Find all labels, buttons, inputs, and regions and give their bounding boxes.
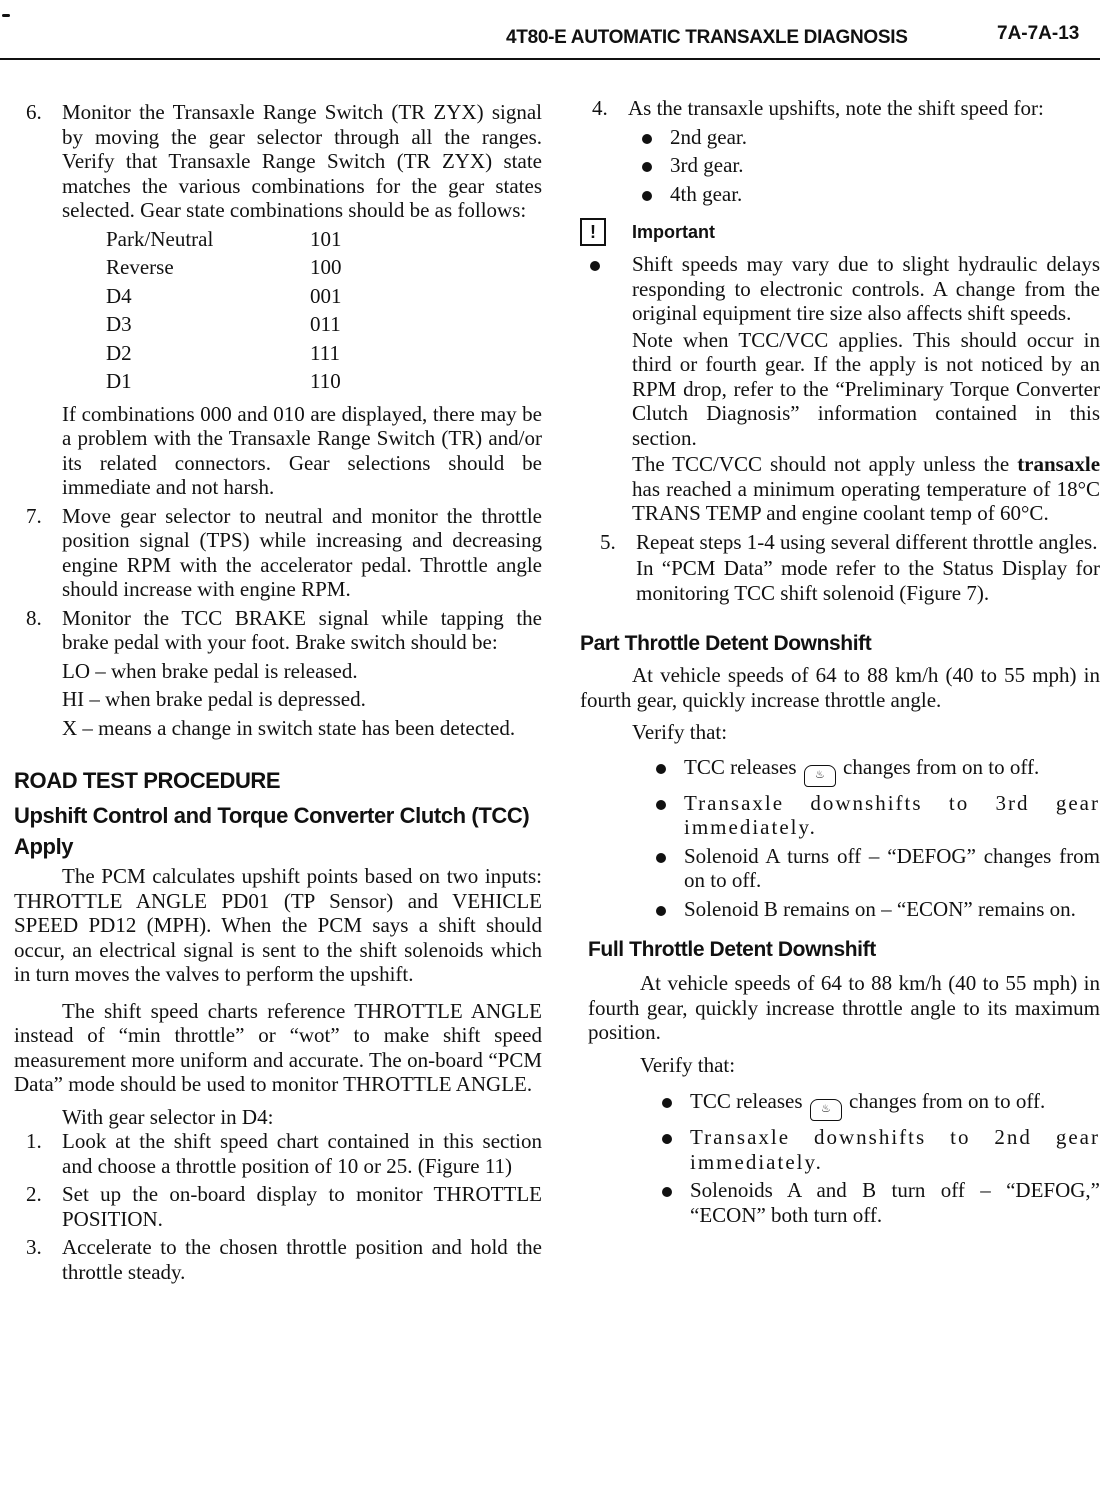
table-row	[106, 369, 342, 398]
step-number: 4.	[592, 96, 608, 120]
step-text: Move gear selector to neutral and monitor the throttle position signal (TPS) while increasing and decreasing engine RPM with the accelerator pedal. Throttle angle should increase with engine RPM.	[62, 503, 542, 601]
table-row	[106, 227, 342, 256]
step-number: 1.	[26, 1129, 42, 1153]
full-throttle-heading: Full Throttle Detent Downshift	[588, 938, 876, 961]
list-item	[642, 844, 1100, 893]
gear-state-table	[106, 227, 342, 398]
part-throttle-list	[580, 755, 1100, 922]
page-number: 7A-7A-13	[997, 23, 1080, 44]
list-item	[648, 1125, 1100, 1174]
list-item	[628, 125, 1100, 150]
step-8	[14, 606, 542, 741]
note-text: has reached a minimum operating temperature of 18°C TRANS TEMP and engine coolant temp of 60°C.	[632, 476, 1100, 525]
list-text: 3rd gear.	[670, 153, 744, 177]
step-number: 3.	[26, 1235, 42, 1259]
step-number: 8.	[26, 605, 42, 630]
step-number: 6.	[26, 100, 42, 124]
important-note-2	[632, 452, 1100, 526]
list-text: 4th gear.	[670, 181, 743, 206]
step-text: Monitor the TCC BRAKE signal while tapping the brake pedal with your foot. Brake switch should be:	[62, 605, 542, 654]
gear-code: 111	[310, 340, 340, 365]
step-6	[14, 100, 542, 500]
list-item	[628, 153, 1100, 178]
bullet-icon	[656, 906, 666, 916]
bullet-icon	[642, 134, 652, 144]
defog-icon: ♨	[810, 1099, 842, 1121]
brake-x: X – means a change in switch state has been detected.	[62, 715, 516, 740]
important-text: Shift speeds may vary due to slight hydraulic delays responding to electronic controls. A change from the original equipment tire size also affects shift speeds.	[632, 252, 1100, 325]
list-item	[648, 1178, 1100, 1227]
list-item	[580, 252, 1100, 526]
note-bold-text: transaxle	[1017, 452, 1101, 476]
table-row	[106, 341, 342, 370]
gear-code: 001	[310, 283, 342, 308]
list-text: Solenoid A turns off – “DEFOG” changes from on to off.	[684, 843, 1100, 892]
step-5	[580, 530, 1100, 606]
step-number: 2.	[26, 1182, 42, 1206]
page-header	[0, 18, 1100, 60]
gear-name: D3	[106, 312, 132, 336]
important-note-1: Note when TCC/VCC applies. This should occur in third or fourth gear. If the apply is not noticed by an RPM drop, refer to the “Preliminary Torque Converter Clutch Diagnosis” information contained in this section.	[632, 327, 1100, 450]
list-item	[642, 897, 1100, 922]
part-throttle-heading: Part Throttle Detent Downshift	[580, 632, 872, 655]
list-text: Solenoids A and B turn off – “DEFOG,” “ECON” both turn off.	[690, 1178, 1100, 1227]
step-note: In “PCM Data” mode refer to the Status Display for monitoring TCC shift solenoid (Figure 7).	[636, 556, 1100, 605]
note-text: The TCC/VCC should not apply unless the	[632, 452, 1010, 476]
scan-mark	[2, 14, 10, 17]
gear-name: D4	[106, 283, 132, 308]
header-title: 4T80-E AUTOMATIC TRANSAXLE DIAGNOSIS	[506, 27, 908, 48]
bullet-icon	[656, 764, 666, 774]
gear-code: 011	[310, 312, 341, 336]
left-column	[14, 100, 542, 1288]
gear-code: 101	[310, 226, 342, 251]
bullet-icon	[642, 162, 652, 172]
step-4	[580, 96, 1100, 206]
upshift-paragraph-2: The shift speed charts reference THROTTLE ANGLE instead of “min throttle” or “wot” to make shift speed measurement more uniform and accurate. The on-board “PCM Data” mode should be used to monitor THROTTLE ANGLE.	[14, 998, 542, 1096]
bullet-icon	[590, 261, 600, 271]
gear-name: Park/Neutral	[106, 226, 214, 251]
bullet-icon	[662, 1098, 672, 1108]
gear-name: D2	[106, 340, 132, 365]
list-item	[628, 182, 1100, 207]
road-step-2	[14, 1182, 542, 1231]
part-verify: Verify that:	[632, 720, 728, 744]
bullet-icon	[656, 853, 666, 863]
list-text: 2nd gear.	[670, 124, 747, 149]
list-text: changes from on to off.	[849, 1089, 1046, 1113]
important-callout	[580, 218, 1100, 254]
bullet-icon	[642, 191, 652, 201]
list-text: TCC releases	[690, 1089, 803, 1113]
list-item	[642, 755, 1100, 787]
list-text: TCC releases	[684, 754, 797, 779]
road-step-1	[14, 1129, 542, 1178]
step-number: 5.	[600, 529, 616, 554]
bullet-icon	[662, 1134, 672, 1144]
step-text: Monitor the Transaxle Range Switch (TR ZYX) signal by moving the gear selector through all the ranges. Verify that Transaxle Range Switch (TR ZYX) state matches the various combinations for the gear states selected. Gear state combinations should be as follows:	[62, 100, 542, 222]
gear-code: 100	[310, 255, 342, 279]
full-throttle-list	[580, 1089, 1100, 1227]
full-throttle-paragraph: At vehicle speeds of 64 to 88 km/h (40 to 55 mph) in fourth gear, quickly increase throttle angle to its maximum position.	[588, 971, 1100, 1044]
step-number: 7.	[26, 503, 42, 528]
list-item	[648, 1089, 1100, 1121]
step-text: Set up the on-board display to monitor THROTTLE POSITION.	[62, 1182, 542, 1231]
bullet-icon	[662, 1187, 672, 1197]
upshift-paragraph-1: The PCM calculates upshift points based on two inputs: THROTTLE ANGLE PD01 (TP Sensor) and VEHICLE SPEED PD12 (MPH). When the PCM says a shift should occur, an electrical signal is sent to the shift solenoids which in turn moves the valves to perform the upshift.	[14, 864, 542, 986]
step-text: Look at the shift speed chart contained in this section and choose a throttle position of 10 or 25. (Figure 11)	[62, 1129, 542, 1178]
list-item	[642, 791, 1100, 840]
defog-icon: ♨	[804, 765, 836, 787]
bullet-icon	[656, 800, 666, 810]
important-label: Important	[632, 222, 715, 242]
right-column	[580, 96, 1100, 1231]
step-7	[14, 504, 542, 602]
gear-list	[628, 125, 1100, 207]
road-test-heading: ROAD TEST PROCEDURE	[14, 768, 281, 793]
gear-name: Reverse	[106, 255, 174, 279]
part-throttle-paragraph: At vehicle speeds of 64 to 88 km/h (40 to 55 mph) in fourth gear, quickly increase throttle angle.	[580, 663, 1100, 712]
important-list	[580, 252, 1100, 526]
full-verify: Verify that:	[640, 1052, 736, 1077]
list-text: Solenoid B remains on – “ECON” remains on.	[684, 896, 1076, 921]
d4-intro: With gear selector in D4:	[62, 1104, 274, 1129]
brake-hi: HI – when brake pedal is depressed.	[62, 687, 366, 711]
table-row	[106, 284, 342, 313]
gear-code: 110	[310, 369, 341, 393]
list-text: Transaxle downshifts to 3rd gear immediately.	[684, 790, 1100, 839]
upshift-heading: Upshift Control and Torque Converter Clutch (TCC) Apply	[14, 803, 530, 859]
step-text: Repeat steps 1-4 using several different throttle angles.	[636, 529, 1098, 554]
list-text: Transaxle downshifts to 2nd gear immediately.	[690, 1125, 1100, 1174]
gear-name: D1	[106, 369, 132, 393]
table-row	[106, 312, 342, 341]
list-text: changes from on to off.	[843, 754, 1040, 779]
important-icon: !	[580, 218, 606, 246]
step-note: If combinations 000 and 010 are displayed, there may be a problem with the Transaxle Range Switch (TR) and/or its related connectors. Gear selections should be immediate and not harsh.	[62, 401, 542, 499]
brake-lo: LO – when brake pedal is released.	[62, 658, 358, 683]
table-row	[106, 255, 342, 284]
step-text: As the transaxle upshifts, note the shift speed for:	[628, 96, 1044, 120]
road-step-3	[14, 1235, 542, 1284]
step-text: Accelerate to the chosen throttle position and hold the throttle steady.	[62, 1235, 542, 1284]
